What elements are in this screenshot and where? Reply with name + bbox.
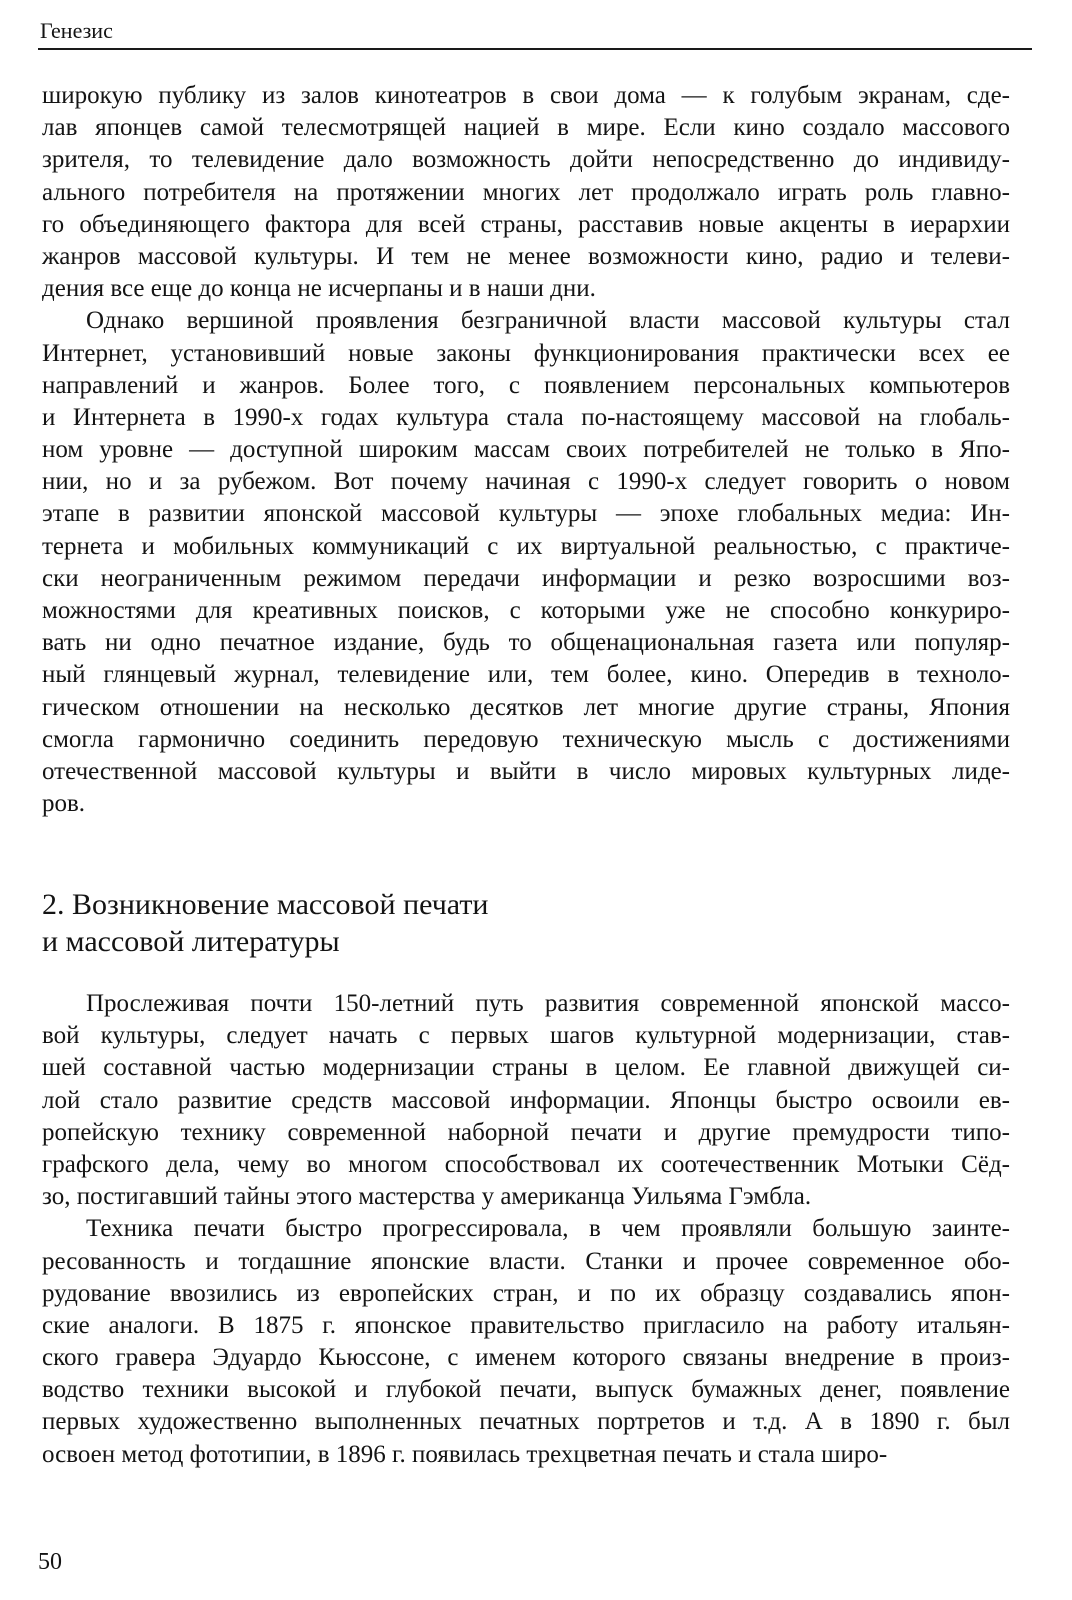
text-line: этапе в развитии японской массовой культуры — эпохе глобальных медиа: Ин- (42, 500, 1010, 528)
section-heading (42, 886, 488, 960)
text-line: дения все еще до конца не исчерпаны и в наши дни. (42, 275, 596, 303)
text-line: и Интернета в 1990-х годах культура стала по-настоящему массовой на глобаль- (42, 403, 1010, 431)
text-line: графского дела, чему во многом способствовал их соотечественник Мотыки Сёд- (42, 1150, 1010, 1178)
body-text-top (42, 80, 1010, 820)
text-line: Техника печати быстро прогрессировала, в чем проявляли большую заинте- (86, 1215, 1010, 1243)
text-line: шей составной частью модернизации страны в целом. Ее главной движущей си- (42, 1054, 1010, 1082)
text-line: нии, но и за рубежом. Вот почему начиная с 1990-х следует говорить о новом (42, 468, 1010, 496)
text-line: ального потребителя на протяжении многих лет продолжало играть роль главно- (42, 178, 1010, 206)
text-line: ресованность и тогдашние японские власти. Станки и прочее современное обо- (42, 1247, 1010, 1275)
text-line: лой стало развитие средств массовой информации. Японцы быстро освоили ев- (42, 1086, 1010, 1114)
text-line: тернета и мобильных коммуникаций с их виртуальной реальностью, с практиче- (42, 532, 1010, 560)
text-line: зо, постигавший тайны этого мастерства у американца Уильяма Гэмбла. (42, 1183, 812, 1211)
text-line: рудование ввозились из европейских стран, и по их образцу создавались япон- (42, 1279, 1010, 1307)
text-line: Интернет, установивший новые законы функционирования практически всех ее (42, 339, 1010, 367)
text-line: Однако вершиной проявления безграничной власти массовой культуры стал (86, 307, 1010, 335)
text-line: лав японцев самой телесмотрящей нацией в мире. Если кино создало массового (42, 114, 1010, 142)
text-line: ского гравера Эдуардо Кьюссоне, с именем которого связаны внедрение в произ- (42, 1344, 1010, 1372)
text-line: ный глянцевый журнал, телевидение или, тем более, кино. Опередив в техноло- (42, 661, 1010, 689)
paragraph (42, 1213, 1010, 1471)
text-line: отечественной массовой культуры и выйти в число мировых культурных лиде- (42, 757, 1010, 785)
paragraph (42, 988, 1010, 1213)
text-line: ски неограниченным режимом передачи информации и резко возросшими воз- (42, 564, 1010, 592)
paragraph (42, 305, 1010, 820)
text-line: можностями для креативных поисков, с которыми уже не способно конкуриро- (42, 597, 1010, 624)
text-line: Прослеживая почти 150-летний путь развития современной японской массо- (86, 990, 1010, 1017)
text-line: жанров массовой культуры. И тем не менее возможности кино, радио и телеви- (42, 242, 1010, 270)
text-line: зрителя, то телевидение дало возможность дойти непосредственно до индивиду- (42, 146, 1010, 174)
running-head: Генезис (40, 18, 113, 43)
text-line: освоен метод фототипии, в 1896 г. появилась трехцветная печать и стала широ- (42, 1440, 888, 1468)
header-rule (38, 48, 1032, 50)
text-line: первых художественно выполненных печатных портретов и т.д. А в 1890 г. был (42, 1408, 1010, 1436)
paragraph (42, 80, 1010, 305)
page-number: 50 (38, 1549, 62, 1575)
text-line: ном уровне — доступной широким массам своих потребителей не только в Япо- (42, 436, 1010, 464)
text-line: направлений и жанров. Более того, с появлением персональных компьютеров (42, 371, 1010, 399)
text-line: смогла гармонично соединить передовую техническую мысль с достижениями (42, 725, 1010, 753)
body-text-section (42, 988, 1010, 1471)
text-line: го объединяющего фактора для всей страны, расставив новые акценты в иерархии (42, 210, 1010, 238)
text-line: широкую публику из залов кинотеатров в свои дома — к голубым экранам, сде- (42, 82, 1010, 109)
text-line: вой культуры, следует начать с первых шагов культурной модернизации, став- (42, 1022, 1010, 1050)
text-line: гическом отношении на несколько десятков лет многие другие страны, Япония (42, 693, 1010, 721)
text-line: ские аналоги. В 1875 г. японское правительство пригласило на работу итальян- (42, 1311, 1010, 1339)
text-line: водство техники высокой и глубокой печати, выпуск бумажных денег, появление (42, 1376, 1010, 1404)
text-line: вать ни одно печатное издание, будь то общенациональная газета или популяр- (42, 629, 1010, 657)
section-heading-line-1: 2. Возникновение массовой печати (42, 888, 489, 921)
text-line: ров. (42, 790, 86, 818)
section-heading-line-2: и массовой литературы (42, 925, 340, 958)
text-line: ропейскую технику современной наборной печати и другие премудрости типо- (42, 1118, 1010, 1146)
